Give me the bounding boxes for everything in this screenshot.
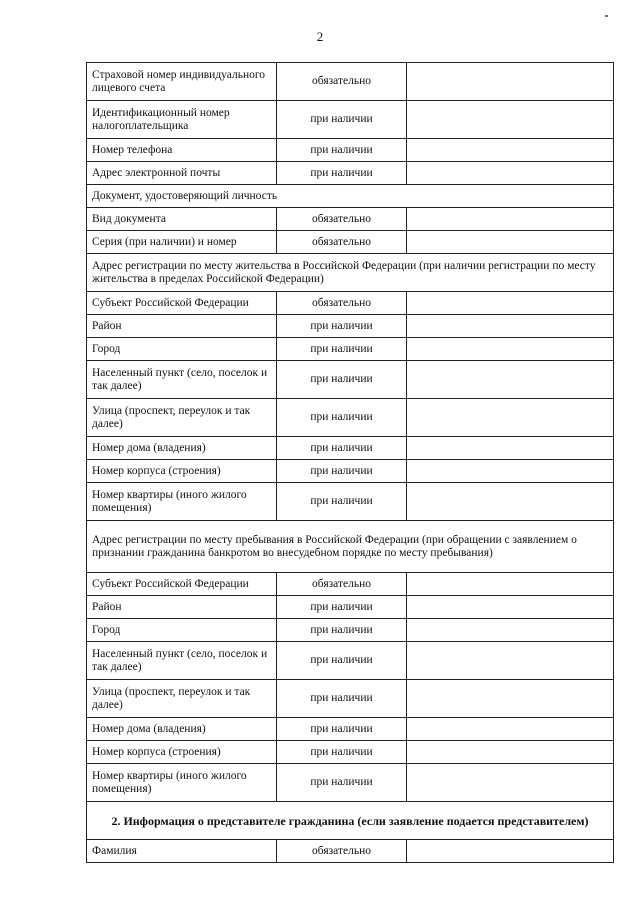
field-value-cell[interactable] [407,315,614,338]
field-requirement: при наличии [277,619,407,642]
table-row [87,399,614,437]
section-heading: 2. Информация о представителе гражданина (если заявление подается представителем) [87,802,614,840]
field-requirement: при наличии [277,680,407,718]
field-label: Страховой номер индивидуального лицевого счета [87,63,277,101]
field-value-cell[interactable] [407,840,614,863]
table-row [87,338,614,361]
field-requirement: при наличии [277,338,407,361]
table-row [87,361,614,399]
field-label: Населенный пункт (село, поселок и так далее) [87,361,277,399]
field-value-cell[interactable] [407,361,614,399]
field-value-cell[interactable] [407,741,614,764]
field-requirement: обязательно [277,208,407,231]
table-row [87,573,614,596]
field-label: Идентификационный номер налогоплательщика [87,101,277,139]
form-table [86,62,614,863]
page-number: 2 [316,29,324,44]
field-value-cell[interactable] [407,460,614,483]
field-label: Вид документа [87,208,277,231]
field-label: Улица (проспект, переулок и так далее) [87,680,277,718]
field-requirement: при наличии [277,437,407,460]
table-row [87,101,614,139]
field-label: Номер дома (владения) [87,437,277,460]
field-label: Населенный пункт (село, поселок и так далее) [87,642,277,680]
field-value-cell[interactable] [407,399,614,437]
field-label: Город [87,619,277,642]
table-row [87,460,614,483]
field-requirement: при наличии [277,162,407,185]
table-row [87,718,614,741]
table-row [87,840,614,863]
field-value-cell[interactable] [407,596,614,619]
field-label: Номер квартиры (иного жилого помещения) [87,483,277,521]
table-row [87,292,614,315]
field-label: Серия (при наличии) и номер [87,231,277,254]
table-row [87,208,614,231]
section-row [87,254,614,292]
field-value-cell[interactable] [407,619,614,642]
field-value-cell[interactable] [407,231,614,254]
field-label: Номер квартиры (иного жилого помещения) [87,764,277,802]
field-requirement: при наличии [277,361,407,399]
section-row [87,521,614,573]
field-requirement: при наличии [277,741,407,764]
field-requirement: при наличии [277,460,407,483]
field-label: Фамилия [87,840,277,863]
field-label: Улица (проспект, переулок и так далее) [87,399,277,437]
field-label: Субъект Российской Федерации [87,573,277,596]
section-heading-row [87,802,614,840]
section-row [87,185,614,208]
field-requirement: при наличии [277,101,407,139]
field-requirement: при наличии [277,483,407,521]
table-row [87,483,614,521]
field-value-cell[interactable] [407,718,614,741]
field-label: Номер дома (владения) [87,718,277,741]
field-label: Район [87,596,277,619]
field-value-cell[interactable] [407,208,614,231]
table-row [87,231,614,254]
field-requirement: при наличии [277,596,407,619]
field-value-cell[interactable] [407,139,614,162]
field-value-cell[interactable] [407,437,614,460]
table-row [87,642,614,680]
field-label: Адрес электронной почты [87,162,277,185]
field-value-cell[interactable] [407,483,614,521]
table-row [87,63,614,101]
section-label: Документ, удостоверяющий личность [87,185,614,208]
scan-mark [605,15,608,17]
table-row [87,139,614,162]
section-label: Адрес регистрации по месту жительства в Российской Федерации (при наличии регистрации по месту жительства в пределах Российской Федерации) [87,254,614,292]
form-table-body [87,63,614,863]
field-label: Город [87,338,277,361]
field-label: Субъект Российской Федерации [87,292,277,315]
field-label: Номер корпуса (строения) [87,741,277,764]
table-row [87,764,614,802]
section-label: Адрес регистрации по месту пребывания в Российской Федерации (при обращении с заявлением о признании гражданина банкротом во внесудебном порядке по месту пребывания) [87,521,614,573]
field-requirement: при наличии [277,139,407,162]
table-row [87,619,614,642]
field-requirement: при наличии [277,718,407,741]
field-value-cell[interactable] [407,162,614,185]
field-value-cell[interactable] [407,573,614,596]
field-requirement: при наличии [277,642,407,680]
field-requirement: обязательно [277,292,407,315]
field-requirement: обязательно [277,231,407,254]
field-value-cell[interactable] [407,63,614,101]
field-requirement: при наличии [277,399,407,437]
field-label: Район [87,315,277,338]
table-row [87,162,614,185]
field-requirement: обязательно [277,840,407,863]
field-requirement: обязательно [277,573,407,596]
field-requirement: обязательно [277,63,407,101]
field-label: Номер телефона [87,139,277,162]
table-row [87,437,614,460]
table-row [87,596,614,619]
table-row [87,680,614,718]
table-row [87,741,614,764]
field-requirement: при наличии [277,764,407,802]
field-value-cell[interactable] [407,101,614,139]
field-value-cell[interactable] [407,338,614,361]
field-value-cell[interactable] [407,292,614,315]
field-label: Номер корпуса (строения) [87,460,277,483]
field-requirement: при наличии [277,315,407,338]
field-value-cell[interactable] [407,764,614,802]
field-value-cell[interactable] [407,642,614,680]
table-row [87,315,614,338]
field-value-cell[interactable] [407,680,614,718]
